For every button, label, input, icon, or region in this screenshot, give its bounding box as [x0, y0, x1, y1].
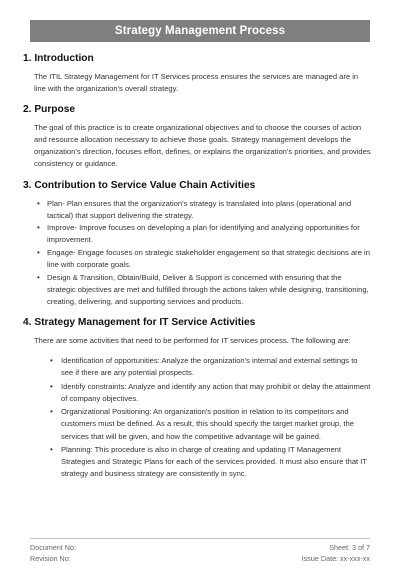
- footer-row: [30, 542, 370, 553]
- revision-number: Revision No:: [30, 554, 71, 563]
- section-heading: 3. Contribution to Service Value Chain Activities: [23, 179, 256, 191]
- page-footer: [30, 538, 370, 564]
- section-introduction: [23, 52, 375, 95]
- list-item: [23, 198, 375, 222]
- bullet-icon: •: [37, 223, 40, 233]
- section-paragraph: The goal of this practice is to create organizational objectives and to choose the courses of action and resource allocation necessary to achieve those goals. Strategy management develops the organization's direction, focuses effort, defines, or explains the organization's priorities, and provides consistency or guidance.: [34, 123, 371, 169]
- list-item: [23, 247, 375, 271]
- footer-row: [30, 553, 370, 564]
- bullet-list: [23, 355, 375, 480]
- bullet-icon: •: [37, 247, 40, 257]
- bullet-icon: •: [50, 381, 53, 391]
- bullet-icon: •: [50, 407, 53, 417]
- document-body: [23, 52, 375, 488]
- list-item: [23, 381, 375, 405]
- section-paragraph: The ITIL Strategy Management for IT Services process ensures the services are managed are in line with the organization's overall strategy.: [34, 72, 359, 94]
- section-paragraph: There are some activities that need to be performed for IT services process. The following are:: [34, 335, 351, 345]
- list-item-text: Improve- Improve focuses on developing a plan for identifying and analyzing opportunities for improvement.: [47, 223, 360, 245]
- section-purpose: [23, 103, 375, 170]
- bullet-icon: •: [50, 445, 53, 455]
- list-item: [23, 272, 375, 308]
- page-title: Strategy Management Process: [30, 20, 370, 42]
- bullet-icon: •: [37, 198, 40, 208]
- list-item-text: Identify constraints: Analyze and identify any action that may prohibit or delay the attainment of company objectives.: [61, 381, 371, 403]
- sheet-number: Sheet: 3 of 7: [329, 543, 370, 552]
- bullet-icon: •: [50, 356, 53, 365]
- list-item: [23, 444, 375, 480]
- list-item: [23, 406, 375, 442]
- list-item: [23, 355, 375, 379]
- section-heading: 2. Purpose: [23, 104, 76, 116]
- list-item: [23, 222, 375, 246]
- section-activities: [23, 316, 375, 481]
- list-item-text: Identification of opportunities: Analyze the organization's internal and external settings to see if there are any potential prospects.: [61, 356, 358, 378]
- issue-date: Issue Date: xx-xxx-xx: [301, 554, 370, 563]
- section-heading: 1. Introduction: [23, 53, 94, 64]
- section-contribution: [23, 179, 375, 308]
- list-item-text: Planning: This procedure is also in charge of creating and updating IT Management Strategies and Strategic Plans for each of the services provided. It must also ensure that IT strategy and business strategy are consistently in sync.: [61, 445, 367, 479]
- bullet-list: [23, 198, 375, 308]
- list-item-text: Engage- Engage focuses on strategic stakeholder engagement so that strategic decisions are in line with corporate goals.: [47, 247, 370, 270]
- list-item-text: Organizational Positioning: An organization's position in relation to its competitors and customers must be defined. As a result, this should specify the target market group, the services that will be given, and how the competitive advantage will be gained.: [61, 407, 354, 441]
- bullet-icon: •: [37, 272, 40, 282]
- section-heading: 4. Strategy Management for IT Service Activities: [23, 316, 256, 328]
- list-item-text: Design & Transition, Obtain/Build, Deliver & Support is concerned with ensuring that the strategic objectives are met and fulfilled through the actions taken while designing, transitioning, creating, delivering, and supporting services and products.: [47, 272, 369, 306]
- document-number: Document No:: [30, 543, 76, 552]
- list-item-text: Plan- Plan ensures that the organization's strategy is translated into plans (operational and tactical) that support delivering the strategy.: [47, 198, 352, 220]
